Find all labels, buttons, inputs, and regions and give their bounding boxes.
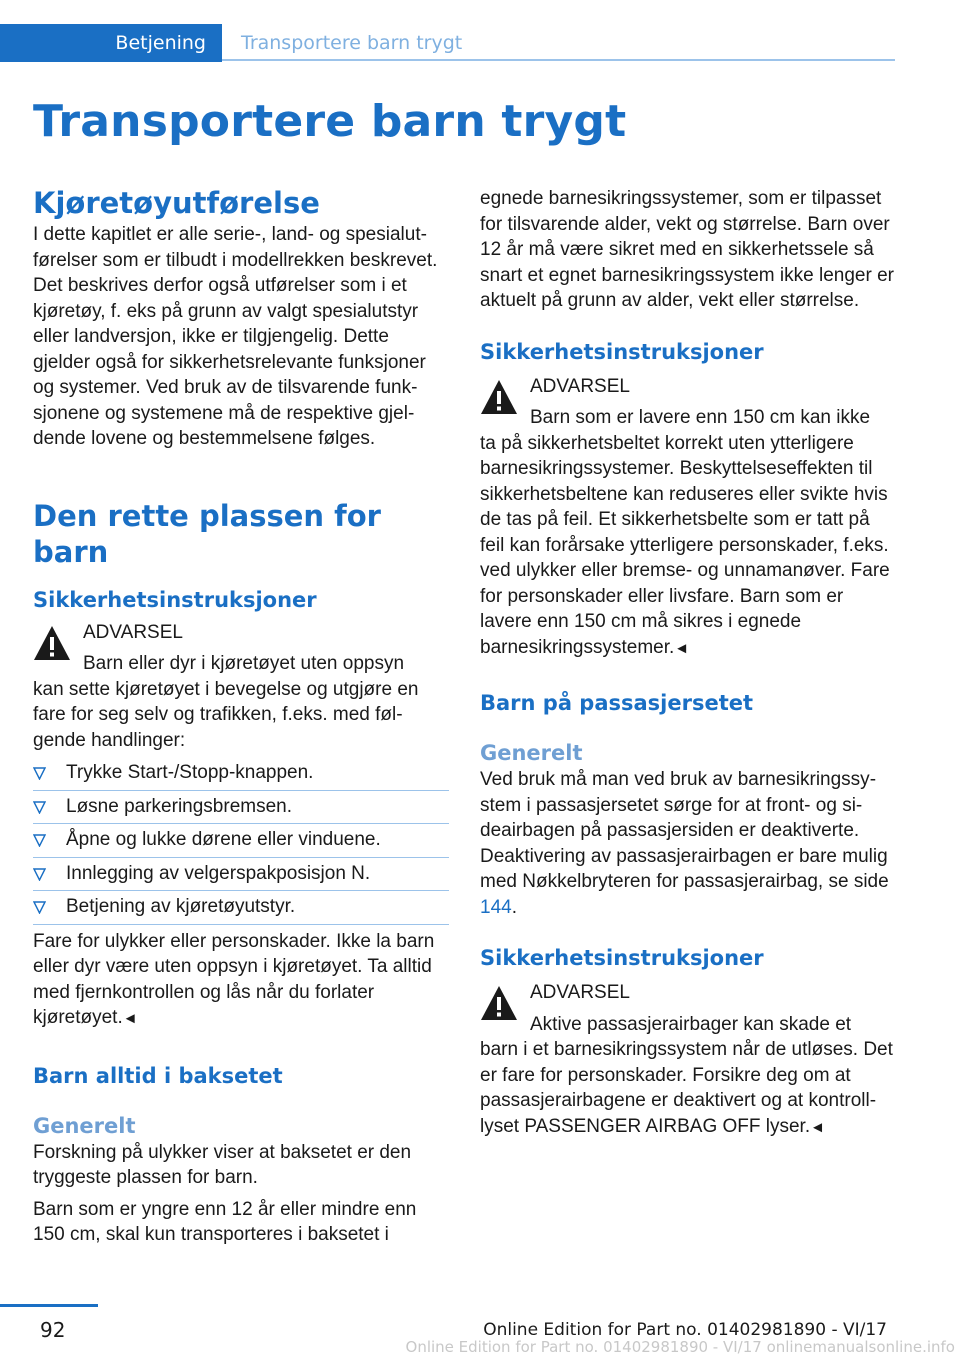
end-mark: ◄ bbox=[810, 1118, 825, 1136]
left-column bbox=[33, 185, 449, 1248]
warning-box bbox=[480, 374, 896, 662]
warning-text: Barn eller dyr i kjøretøyet uten oppsyn bbox=[83, 653, 405, 674]
warning-triangle-icon bbox=[480, 379, 518, 415]
general-text: Ved bruk må man ved bruk av barnesikringssystem i passasjersetet sørge for at front- og sideairbagen på passasjersiden er deaktiverte. Deaktivering av passasjerairbagen er bare mulig med Nøkkelbryteren for passasjerairbag, se side 144. bbox=[480, 769, 889, 918]
page-title: Transportere barn trygt bbox=[33, 96, 627, 147]
right-column bbox=[480, 186, 896, 1140]
end-mark: ◄ bbox=[122, 1010, 138, 1027]
edition-note: Online Edition for Part no. 01402981890 - VI/17 bbox=[483, 1320, 887, 1340]
section-heading-vehicle-version: Kjøretøyutførelse bbox=[33, 186, 320, 220]
general-text: Barn som er yngre enn 12 år eller mindre enn 150 cm, skal kun transporteres i baksetet i bbox=[33, 1198, 417, 1245]
warning-title: ADVARSEL bbox=[530, 375, 630, 397]
continued-text: egnede barnesikringssystemer, som er tilpasset for tilsvarende alder, vekt og størrelse. Barn over 12 år må være sikret med en sikkerhetssele så snart et egnet barnesikringssystem ikke lenger er aktuelt på grunn av alder, vekt eller størrelse. bbox=[480, 188, 894, 311]
page-reference-link[interactable]: 144 bbox=[480, 896, 512, 918]
bullet-list bbox=[33, 757, 449, 925]
vehicle-version-text: I dette kapitlet er alle serie-, land- og spesialutførelser som er tilbudt i modellrekken beskrevet. Det beskrives derfor også utførelser som i et kjøretøy, f. eks på grunn av valgt spesialutstyr eller landversjon, ikke er tilgjengelig. Dette gjelder også for sikkerhetsrelevante funksjoner og systemer. Ved bruk av de tilsvarende funksjonene og systemene må de respektive gjeldende lovene og bestemmelsene følges. bbox=[33, 224, 438, 449]
safety-instructions-heading: Sikkerhetsinstruksjoner bbox=[33, 587, 317, 612]
footer-divider bbox=[0, 1304, 98, 1307]
end-mark: ◄ bbox=[674, 639, 690, 657]
triangle-bullet-icon bbox=[33, 834, 46, 847]
warning-conclusion: Fare for ulykker eller personskader. Ikke la barn eller dyr være uten oppsyn i kjøretøyet. Ta alltid med fjernkontrollen og lås når du forlater kjøretøyet.◄ bbox=[33, 930, 435, 1028]
rear-seat-heading: Barn alltid i baksetet bbox=[33, 1063, 283, 1088]
triangle-bullet-icon bbox=[33, 901, 46, 914]
safety-instructions-heading: Sikkerhetsinstruksjoner bbox=[480, 946, 764, 970]
list-item: Innlegging av velgerspakposisjon N. bbox=[33, 858, 449, 892]
general-text: Forskning på ulykker viser at baksetet er den tryggeste plassen for barn. bbox=[33, 1141, 412, 1188]
list-item: Løsne parkeringsbremsen. bbox=[33, 791, 449, 825]
warning-triangle-icon bbox=[33, 625, 71, 661]
watermark: Online Edition for Part no. 01402981890 - VI/17 onlinemanualsonline.info bbox=[405, 1338, 955, 1356]
page-number: 92 bbox=[40, 1318, 66, 1342]
warning-triangle-icon bbox=[480, 985, 518, 1021]
passenger-seat-heading: Barn på passasjersetet bbox=[480, 691, 754, 715]
warning-box bbox=[33, 620, 449, 754]
warning-box bbox=[480, 980, 896, 1140]
breadcrumb[interactable]: Transportere barn trygt bbox=[241, 32, 463, 54]
triangle-bullet-icon bbox=[33, 868, 46, 881]
warning-title: ADVARSEL bbox=[530, 982, 630, 1003]
warning-text: barn i et barnesikringssystem når de utløses. Det er fare for personskader. Forsikre deg om at passasjerairbagene er deaktivert og at kontroll-lyset PASSENGER AIRBAG OFF lyser.◄ bbox=[480, 1039, 893, 1137]
warning-title: ADVARSEL bbox=[83, 621, 183, 643]
warning-text: Aktive passasjerairbager kan skade et bbox=[530, 1013, 852, 1035]
triangle-bullet-icon bbox=[33, 767, 46, 780]
list-item: Trykke Start-/Stopp-knappen. bbox=[33, 757, 449, 791]
tab-betjening[interactable]: Betjening bbox=[0, 24, 222, 62]
warning-text: ta på sikkerhetsbeltet korrekt uten ytterligere barnesikringssystemer. Beskyttelseseffekten til sikkerhetsbeltene kan reduseres eller svikte hvis de tas på feil. Et sikkerhetsbelte som er tatt på feil kan forårsake ytterligere personskader, f.eks. ved ulykker eller bremse- og unnamanøver. Fare for personskader eller livsfare. Barn som er lavere enn 150 cm må sikres i egnede barnesikringssystemer.◄ bbox=[480, 432, 890, 658]
header-bar bbox=[0, 0, 895, 62]
warning-text: kan sette kjøretøyet i bevegelse og utgjøre en fare for seg selv og trafikken, f.eks. med følgende handlinger: bbox=[33, 678, 419, 751]
section-heading-right-place: Den rette plassen for barn bbox=[33, 498, 381, 569]
triangle-bullet-icon bbox=[33, 801, 46, 814]
warning-text: Barn som er lavere enn 150 cm kan ikke bbox=[530, 407, 871, 428]
list-item: Betjening av kjøretøyutstyr. bbox=[33, 891, 449, 925]
header-divider bbox=[222, 59, 895, 61]
general-heading: Generelt bbox=[33, 1113, 136, 1138]
general-heading: Generelt bbox=[480, 741, 583, 765]
safety-instructions-heading: Sikkerhetsinstruksjoner bbox=[480, 339, 764, 364]
list-item: Åpne og lukke dørene eller vinduene. bbox=[33, 824, 449, 858]
